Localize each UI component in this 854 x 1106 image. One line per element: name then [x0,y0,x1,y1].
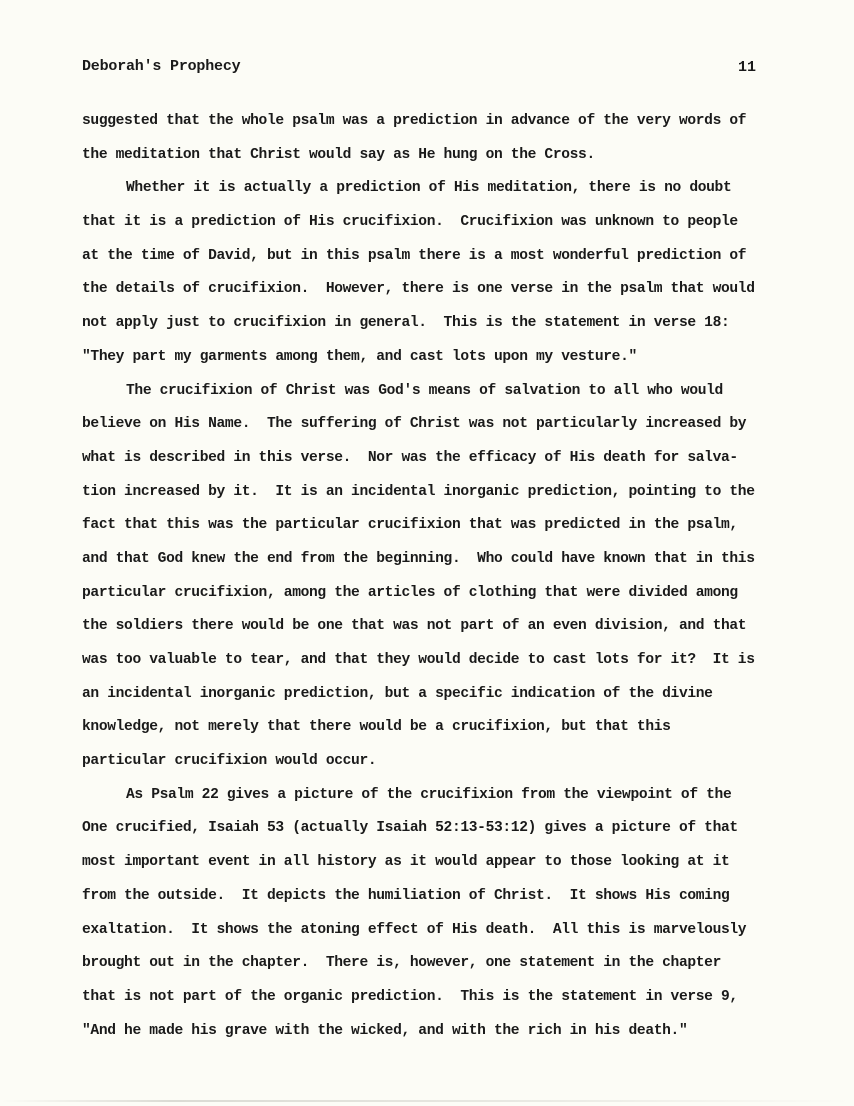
text-line: tion increased by it. It is an incidental inorganic prediction, pointing to the [82,483,755,500]
text-line: not apply just to crucifixion in general. This is the statement in verse 18: [82,315,730,332]
text-line: was too valuable to tear, and that they would decide to cast lots for it? It is [82,652,755,668]
page-number: 11 [738,59,757,76]
text-line: what is described in this verse. Nor was the efficacy of His death for salva- [82,449,738,466]
paragraph-start-line: The crucifixion of Christ was God's means of salvation to all who would [126,382,723,399]
paragraph-start-line: As Psalm 22 gives a picture of the crucifixion from the viewpoint of the [126,786,732,803]
text-line: most important event in all history as it would appear to those looking at it [82,854,730,871]
text-line: exaltation. It shows the atoning effect of His death. All this is marvelously [82,921,747,938]
text-line: an incidental inorganic prediction, but a specific indication of the divine [82,685,713,702]
text-line: that it is a prediction of His crucifixion. Crucifixion was unknown to people [82,214,738,231]
text-line: brought out in the chapter. There is, however, one statement in the chapter [82,955,721,972]
text-line: knowledge, not merely that there would be a crucifixion, but that this [82,719,671,736]
text-line: that is not part of the organic prediction. This is the statement in verse 9, [82,988,738,1005]
scan-edge-shadow [0,1100,854,1102]
text-line: the meditation that Christ would say as He hung on the Cross. [82,146,595,163]
text-line: suggested that the whole psalm was a prediction in advance of the very words of [82,113,747,129]
text-line: the soldiers there would be one that was not part of an even division, and that [82,618,747,635]
text-line: fact that this was the particular crucifixion that was predicted in the psalm, [82,517,738,534]
text-line: from the outside. It depicts the humiliation of Christ. It shows His coming [82,887,730,904]
paragraph-start-line: Whether it is actually a prediction of His meditation, there is no doubt [126,180,732,197]
text-line: the details of crucifixion. However, there is one verse in the psalm that would [82,281,755,298]
text-line: particular crucifixion would occur. [82,753,377,770]
body-text [82,107,772,1050]
running-title: Deborah's Prophecy [82,58,241,75]
text-line: "They part my garments among them, and cast lots upon my vesture." [82,348,637,365]
text-line: "And he made his grave with the wicked, and with the rich in his death." [82,1022,688,1039]
text-line: One crucified, Isaiah 53 (actually Isaiah 52:13-53:12) gives a picture of that [82,820,738,837]
text-line: at the time of David, but in this psalm there is a most wonderful prediction of [82,247,747,264]
text-line: believe on His Name. The suffering of Christ was not particularly increased by [82,416,747,433]
text-line: particular crucifixion, among the articles of clothing that were divided among [82,584,738,601]
text-line: and that God knew the end from the beginning. Who could have known that in this [82,550,755,567]
